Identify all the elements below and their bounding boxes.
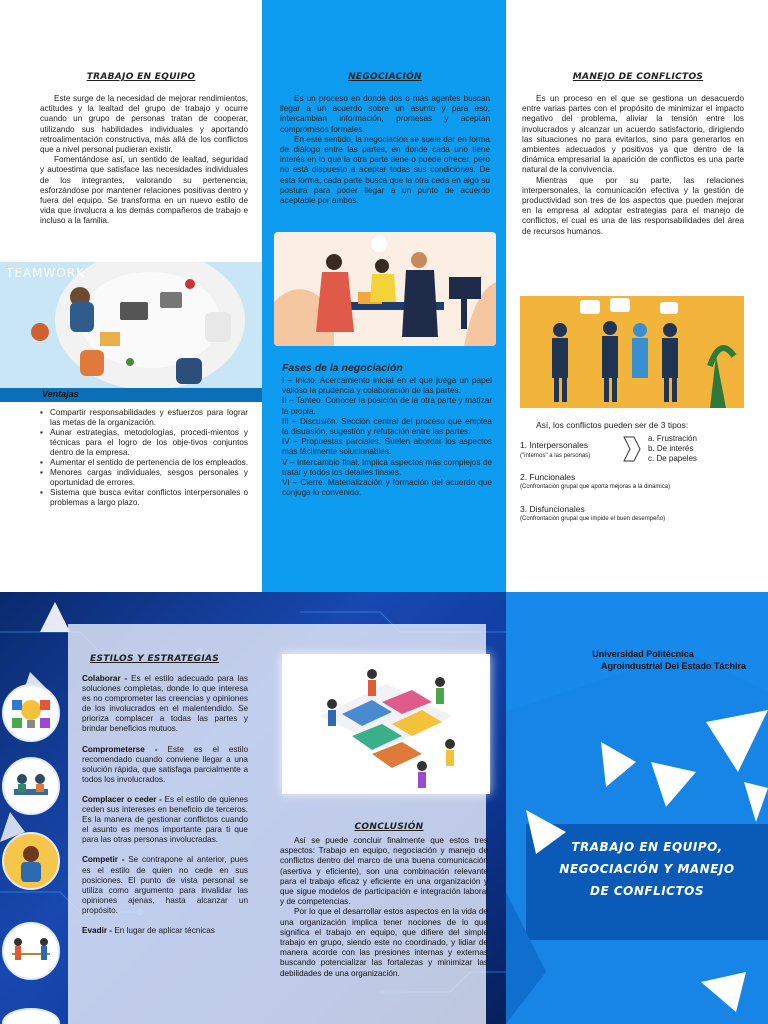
tipo3-label: 3. Disfuncionales — [520, 504, 585, 514]
style-text: Es el estilo de quienes ceden sus intereses en beneficio de terceros. Es la manera de gestionar conflictos cuando el asunto es menos importante para ti que para las otras personas involucradas. — [82, 794, 249, 845]
list-item: IV – Propuestas parciales. Suelen abordar los aspectos más fácilmente solucionables. — [282, 437, 492, 457]
list-item: ▪ Aunar estrategias, metodologías, procedi-mientos y técnicas para el logro de los obje-tivos conjuntos dentro de la empresa. — [40, 428, 248, 458]
list-item: c. De papeles — [648, 454, 697, 463]
conclusion-paragraph-1: Así se puede concluir finalmente que estos tres aspectos: Trabajo en equipo, negociación y manejo de conflictos dentro del marco de una buena comunicación (asertiva y eficiente), son una combinación relevante para el trabajo eficaz y eficiente en una organización y que sigue modelos de participación e integración laboral y de competencias. — [280, 836, 488, 907]
puzzle-icon — [2, 684, 60, 742]
negotiation-image — [274, 232, 496, 346]
style-name: Complacer o ceder - — [82, 794, 162, 804]
conflictos-paragraph-1: Es un proceso en el que se gestiona un desacuerdo entre varias partes con el propósito de minimizar el impacto negativo del problema, aliviar la tensión entre los involucrados y alcanzar un acuerdo satisfactorio, dirigiendo las situaciones no para evitarlos, sino para generarlos en ambientes adecuados y positivos ya que dentro de la dinámica empresarial la aparición de conflictos es una parte natural de la convivencia. — [522, 94, 744, 175]
conclusion-body — [280, 836, 488, 979]
ventajas-bar — [0, 388, 262, 402]
style-text: Este es el estilo recomendado cuando conviene llegar a una solución rápida, que satisfaga parcialmente a todos los involucrados. — [82, 744, 248, 784]
tipo-disfuncionales — [520, 504, 760, 523]
negociacion-heading: NEGOCIACIÓN — [348, 72, 422, 82]
list-item: V – Intercambio final. Implica aspectos más complejos de tratar y todos los detalles finales. — [282, 457, 492, 477]
panel-trabajo-en-equipo — [0, 0, 262, 592]
list-item — [82, 745, 248, 785]
estilos-heading: ESTILOS Y ESTRATEGIAS — [90, 654, 220, 664]
list-item: III – Discusión. Sección central del proceso que emplea la disuasión, sugestión y refutación entre las partes. — [282, 416, 492, 437]
style-text: Es el estilo adecuado para las soluciones completas, donde lo que interesa es no comprometer las creencias y opiniones de los involucrados en el malentendido. Se prioriza complacer a todas las partes y brindar beneficios mutuos. — [82, 674, 248, 734]
list-item: ▪ Aumentar el sentido de pertenencia de los empleados. — [40, 458, 248, 468]
cover-title-line-3: DE CONFLICTOS — [589, 884, 705, 898]
chevron-right-icon — [622, 436, 642, 462]
trabajo-paragraph-2: Fomentándose así, un sentido de lealtad, seguridad y autoestima que satisface las necesidades individuales de los integrantes, valorando su pertenencia, esforzándose por mantener relaciones positivas dentro y fuera del equipo. Se transforma en un nuevo estilo de vida que involucra a los demás compañeros de trabajo e incluso a la familia. — [40, 155, 248, 226]
cover-title-line-1: TRABAJO EN EQUIPO, — [571, 840, 723, 854]
style-text: En lugar de aplicar técnicas — [112, 925, 215, 935]
style-name: Competir - — [82, 855, 125, 865]
ventajas-label: Ventajas — [42, 389, 79, 399]
person-icon — [2, 832, 60, 890]
teamwork-image — [0, 262, 262, 390]
tipo1-note: ("internos" a las personas) — [520, 453, 591, 459]
list-item: VI – Cierre. Materialización y formación del acuerdo que conjuga lo convenido. — [282, 478, 492, 498]
conflict-image — [520, 296, 744, 408]
list-item: ▪ Menores cargas individuales, sesgos personales y oportunidad de errores. — [40, 468, 248, 488]
list-item: a. Frustración — [648, 434, 697, 443]
university-name — [550, 648, 760, 672]
tipo-interpersonales — [520, 436, 756, 466]
style-name: Evadir - — [82, 925, 113, 935]
trabajo-body — [40, 94, 248, 227]
collaboration-image — [282, 654, 490, 794]
trabajo-heading: TRABAJO EN EQUIPO — [86, 72, 196, 82]
list-item — [82, 855, 248, 916]
style-name: Colaborar - — [82, 674, 128, 683]
negociacion-paragraph-1: Es un proceso en donde dos o más agentes buscan llegar a un acuerdo sobre un asunto y para eso, intercambian información, promesas y aceptan compromisos formales. — [280, 94, 490, 134]
list-item — [82, 674, 248, 735]
trabajo-paragraph-1: Este surge de la necesidad de mejorar rendimientos, actitudes y la lealtad del grupo de trabajo y ocurre cuando un grupo de personas tratan de cooperar, utilizando sus habilidades individuales y aportando retroalimentación constructiva, más allá de los conflictos que a nivel personal pudieran existir. — [40, 94, 248, 155]
list-item: II – Tanteo. Conocer la posición de la otra parte y matizar la propia. — [282, 396, 492, 416]
tipo1-sublist — [648, 434, 697, 464]
list-item — [82, 926, 248, 936]
tipos-intro: Así, los conflictos pueden ser de 3 tipos: — [536, 420, 689, 430]
negociacion-paragraph-2: En este sentido, la negociación se suele dar en forma de diálogo entre las partes, en donde cada uno tiene interés en lo que la otra parte tiene o puede ofrecer, pero no está dispuesto a aceptar todas sus condiciones. De esta forma, cada parte busca que la otra ceda en algo su postura para poder llegar a un punto de acuerdo aceptable por ambos. — [280, 134, 490, 206]
tipo2-note: (Confrontación grupal que aporta mejoras a la dinámica) — [520, 484, 671, 490]
panel-negociacion — [262, 0, 506, 592]
style-text: Se contrapone al anterior, pues es el estilo de quien no cede en sus posiciones. El punto de vista personal se utiliza como argumento para invalidar las opiniones ajenas, hasta alcanzar un propósito. — [82, 855, 248, 915]
teamwork-label: TEAMWORK — [6, 266, 85, 280]
conflictos-body — [522, 94, 744, 237]
conflictos-paragraph-2: Mientras que por su parte, las relaciones interpersonales, la comunicación efectiva y la gestión de productividad son tres de los aspectos que pueden mejorar en la empresa al adoptar estrategias para el manejo de conflictos, el cual es una de las responsabilidades del área de recursos humanos. — [522, 175, 744, 236]
panel-manejo-conflictos — [506, 0, 768, 592]
tug-of-war-icon — [2, 922, 60, 980]
style-name: Comprometerse - — [82, 744, 158, 754]
tipo-funcionales — [520, 472, 760, 491]
panel-estilos-conclusion — [0, 592, 506, 1024]
university-line-2: Agroindustrial Del Estado Táchira — [600, 661, 746, 671]
conclusion-heading: CONCLUSIÓN — [354, 822, 424, 832]
conclusion-paragraph-2: Por lo que el desarrollar estos aspectos en la vida de una organización implica tener nociones de lo que significa el trabajo en equipo, que difiere del simple trabajo en grupo, siendo este no coordinado, y lidiar de manera acorde con las presiones internas y externas buscando potencializar las fortalezas y minimizar las debilidades de una organización. — [280, 907, 488, 978]
fases-list — [282, 376, 492, 498]
fases-title: Fases de la negociación — [282, 362, 403, 374]
tipo1-label: 1. Interpersonales — [520, 440, 589, 450]
cover-title-line-2: NEGOCIACIÓN Y MANEJO — [559, 862, 735, 876]
tipo3-note: (Confrontación grupal que impide el buen desempeño) — [520, 516, 666, 522]
university-line-1: Universidad Politécnica — [592, 649, 694, 659]
negociacion-body — [280, 94, 490, 206]
list-item: ▪ Compartir responsabilidades y esfuerzos para lograr las metas de la organización. — [40, 408, 248, 428]
tipo2-label: 2. Funcionales — [520, 472, 576, 482]
estilos-list — [82, 674, 248, 936]
list-item: b. De interés — [648, 444, 694, 453]
list-item: I – Inicio. Acercamiento inicial en el que juega un papel valioso la prudencia y colaboración de las partes. — [282, 376, 492, 396]
list-item — [82, 795, 248, 845]
ventajas-list — [40, 408, 248, 508]
panel-cover — [506, 592, 768, 1024]
list-item: ▪ Sistema que busca evitar conflictos interpersonales o problemas a largo plazo. — [40, 488, 248, 508]
conflictos-heading: MANEJO DE CONFLICTOS — [572, 72, 704, 82]
cover-title — [526, 836, 768, 902]
meeting-icon — [2, 757, 60, 815]
